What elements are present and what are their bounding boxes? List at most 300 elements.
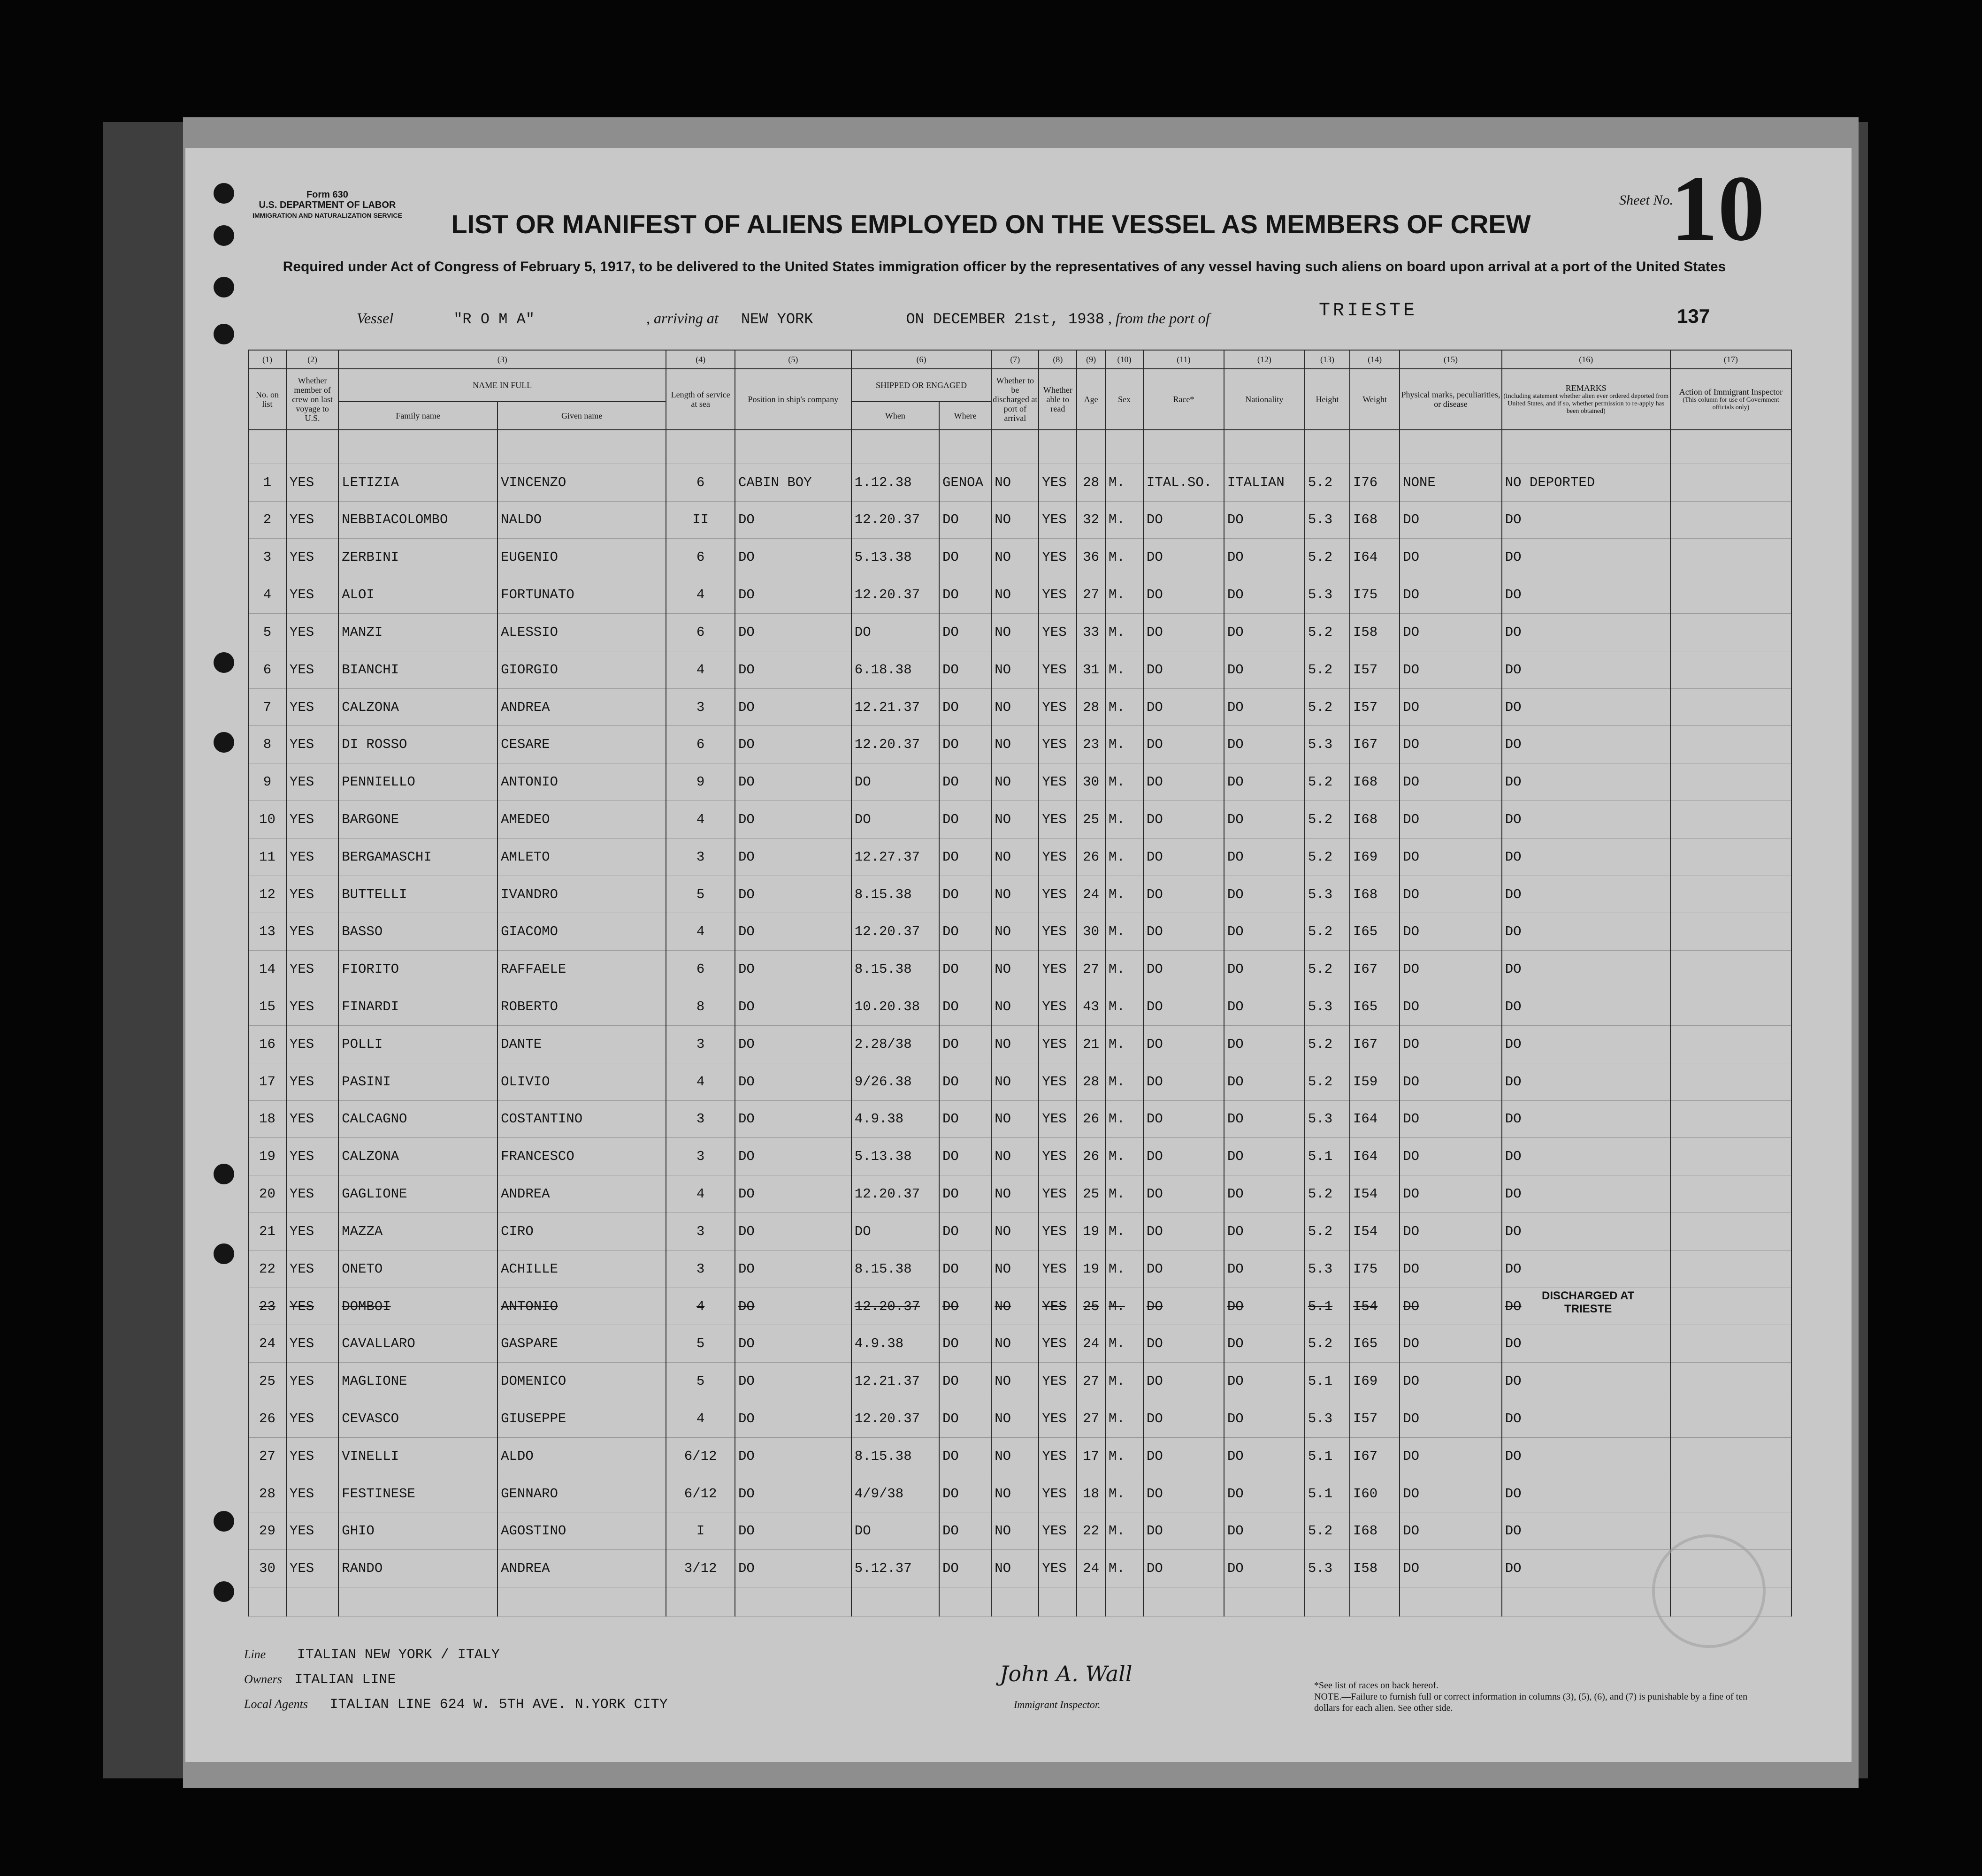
cell-when: DO	[851, 613, 939, 651]
cell-read: YES	[1039, 651, 1077, 688]
cell-position: DO	[735, 688, 851, 726]
cell-action	[1670, 1100, 1791, 1138]
cell-nationality: DO	[1224, 1512, 1305, 1550]
cell-no: 26	[248, 1400, 286, 1438]
cell-marks: DO	[1400, 1437, 1502, 1475]
cell-family-name: MAGLIONE	[338, 1363, 497, 1400]
cell-when: 2.28/38	[851, 1025, 939, 1063]
cell-age: 31	[1077, 651, 1105, 688]
table-row	[248, 651, 1791, 688]
cell-sex: M.	[1105, 1550, 1143, 1587]
table-header	[248, 350, 1791, 430]
cell-weight: I75	[1350, 576, 1400, 614]
cell-when: 6.18.38	[851, 651, 939, 688]
cell-crew: YES	[286, 1288, 338, 1325]
cell-height: 5.2	[1305, 1063, 1350, 1100]
cell-position: DO	[735, 1363, 851, 1400]
col-num: (11)	[1143, 350, 1224, 369]
cell-marks: DO	[1400, 913, 1502, 951]
cell-age: 22	[1077, 1512, 1105, 1550]
cell-where: DO	[939, 651, 991, 688]
owners-field	[244, 1667, 668, 1692]
col-num: (2)	[286, 350, 338, 369]
cell-sex: M.	[1105, 763, 1143, 801]
sheet-number-label: Sheet No.	[1619, 192, 1673, 208]
cell-given-name: ANTONIO	[497, 763, 666, 801]
cell-height: 5.3	[1305, 1250, 1350, 1288]
cell-given-name: OLIVIO	[497, 1063, 666, 1100]
cell-discharged: NO	[991, 1550, 1039, 1587]
cell-read: YES	[1039, 951, 1077, 988]
cell-family-name: RANDO	[338, 1550, 497, 1587]
document-title: LIST OR MANIFEST OF ALIENS EMPLOYED ON THE VESSEL AS MEMBERS OF CREW	[451, 209, 1531, 239]
cell-remarks: DO	[1502, 1175, 1670, 1213]
arrival-port: NEW YORK	[741, 311, 813, 328]
table-row	[248, 988, 1791, 1026]
cell-position: DO	[735, 1213, 851, 1250]
col-num: (8)	[1039, 350, 1077, 369]
cell-read: YES	[1039, 876, 1077, 913]
cell-where: DO	[939, 876, 991, 913]
cell-marks: NONE	[1400, 464, 1502, 501]
col-num: (15)	[1400, 350, 1502, 369]
cell-nationality: DO	[1224, 988, 1305, 1026]
cell-action	[1670, 1025, 1791, 1063]
cell-position: DO	[735, 1288, 851, 1325]
cell-race: DO	[1143, 951, 1224, 988]
cell-sex: M.	[1105, 1025, 1143, 1063]
cell-height: 5.2	[1305, 1512, 1350, 1550]
cell-remarks: DO	[1502, 1512, 1670, 1550]
cell-family-name: PASINI	[338, 1063, 497, 1100]
cell-nationality: DO	[1224, 1250, 1305, 1288]
table-row	[248, 1400, 1791, 1438]
cell-where: DO	[939, 1100, 991, 1138]
cell-marks: DO	[1400, 876, 1502, 913]
cell-race: DO	[1143, 1063, 1224, 1100]
cell-read: YES	[1039, 1437, 1077, 1475]
table-row	[248, 1025, 1791, 1063]
cell-action	[1670, 1213, 1791, 1250]
cell-crew: YES	[286, 1325, 338, 1363]
cell-crew: YES	[286, 876, 338, 913]
cell-weight: I54	[1350, 1175, 1400, 1213]
table-row	[248, 1325, 1791, 1363]
cell-race: DO	[1143, 688, 1224, 726]
cell-remarks: DO	[1502, 1250, 1670, 1288]
remarks-title: REMARKS	[1565, 383, 1607, 393]
cell-remarks: DO	[1502, 951, 1670, 988]
cell-discharged: NO	[991, 1250, 1039, 1288]
cell-discharged: NO	[991, 688, 1039, 726]
cell-height: 5.2	[1305, 1025, 1350, 1063]
cell-action	[1670, 651, 1791, 688]
cell-given-name: GIORGIO	[497, 651, 666, 688]
agents-field	[244, 1692, 668, 1717]
cell-action	[1670, 501, 1791, 539]
cell-action	[1670, 1475, 1791, 1512]
cell-height: 5.2	[1305, 1325, 1350, 1363]
cell-discharged: NO	[991, 576, 1039, 614]
binder-hole	[214, 652, 234, 673]
cell-age: 30	[1077, 913, 1105, 951]
cell-height: 5.2	[1305, 763, 1350, 801]
cell-weight: I65	[1350, 1325, 1400, 1363]
cell-race: DO	[1143, 726, 1224, 763]
cell-nationality: DO	[1224, 1475, 1305, 1512]
cell-service: 4	[666, 1175, 735, 1213]
table-row	[248, 1138, 1791, 1175]
cell-age: 43	[1077, 988, 1105, 1026]
spacer-row	[248, 1587, 1791, 1617]
cell-sex: M.	[1105, 988, 1143, 1026]
cell-sex: M.	[1105, 801, 1143, 839]
cell-where: DO	[939, 838, 991, 876]
departure-port: TRIESTE	[1319, 300, 1418, 321]
cell-action	[1670, 726, 1791, 763]
header-when: When	[851, 402, 939, 430]
cell-no: 15	[248, 988, 286, 1026]
cell-discharged: NO	[991, 1325, 1039, 1363]
cell-position: DO	[735, 1063, 851, 1100]
cell-where: DO	[939, 1512, 991, 1550]
cell-when: DO	[851, 1213, 939, 1250]
cell-age: 25	[1077, 801, 1105, 839]
cell-weight: I57	[1350, 651, 1400, 688]
cell-nationality: DO	[1224, 501, 1305, 539]
cell-no: 12	[248, 876, 286, 913]
cell-marks: DO	[1400, 988, 1502, 1026]
cell-given-name: FRANCESCO	[497, 1138, 666, 1175]
cell-race: DO	[1143, 763, 1224, 801]
cell-age: 19	[1077, 1213, 1105, 1250]
cell-sex: M.	[1105, 1175, 1143, 1213]
cell-position: DO	[735, 501, 851, 539]
col-num: (5)	[735, 350, 851, 369]
agents-value: ITALIAN LINE 624 W. 5TH AVE. N.YORK CITY	[329, 1697, 668, 1713]
vessel-label: Vessel	[357, 310, 394, 327]
cell-remarks: DO	[1502, 539, 1670, 576]
cell-remarks: DO	[1502, 1100, 1670, 1138]
header-shipped-engaged: SHIPPED OR ENGAGED	[851, 369, 991, 402]
cell-service: 5	[666, 876, 735, 913]
line-field	[244, 1642, 668, 1667]
cell-height: 5.2	[1305, 838, 1350, 876]
cell-given-name: AMEDEO	[497, 801, 666, 839]
cell-weight: I60	[1350, 1475, 1400, 1512]
cell-family-name: CALZONA	[338, 688, 497, 726]
cell-nationality: DO	[1224, 1400, 1305, 1438]
cell-remarks: DO	[1502, 1363, 1670, 1400]
col-num: (14)	[1350, 350, 1400, 369]
service-name: IMMIGRATION AND NATURALIZATION SERVICE	[253, 212, 402, 219]
cell-marks: DO	[1400, 726, 1502, 763]
cell-read: YES	[1039, 726, 1077, 763]
cell-where: DO	[939, 1363, 991, 1400]
cell-nationality: DO	[1224, 1550, 1305, 1587]
cell-crew: YES	[286, 838, 338, 876]
page-number: 137	[1677, 305, 1710, 327]
cell-nationality: DO	[1224, 651, 1305, 688]
cell-marks: DO	[1400, 539, 1502, 576]
cell-position: DO	[735, 913, 851, 951]
cell-height: 5.3	[1305, 1100, 1350, 1138]
cell-age: 26	[1077, 1100, 1105, 1138]
cell-weight: I67	[1350, 726, 1400, 763]
header-where: Where	[939, 402, 991, 430]
cell-action	[1670, 688, 1791, 726]
cell-service: II	[666, 501, 735, 539]
cell-where: DO	[939, 1550, 991, 1587]
cell-race: DO	[1143, 1437, 1224, 1475]
cell-no: 29	[248, 1512, 286, 1550]
cell-race: DO	[1143, 501, 1224, 539]
cell-read: YES	[1039, 988, 1077, 1026]
cell-marks: DO	[1400, 1063, 1502, 1100]
table-row	[248, 576, 1791, 614]
table-row	[248, 838, 1791, 876]
cell-race: DO	[1143, 1475, 1224, 1512]
cell-no: 21	[248, 1213, 286, 1250]
owners-value: ITALIAN LINE	[294, 1672, 396, 1688]
cell-service: 4	[666, 1288, 735, 1325]
cell-height: 5.3	[1305, 1400, 1350, 1438]
cell-given-name: ACHILLE	[497, 1250, 666, 1288]
cell-age: 19	[1077, 1250, 1105, 1288]
department-name: U.S. DEPARTMENT OF LABOR	[259, 200, 396, 210]
cell-weight: I76	[1350, 464, 1400, 501]
sheet-number: 10	[1671, 157, 1765, 260]
cell-sex: M.	[1105, 1138, 1143, 1175]
cell-marks: DO	[1400, 1363, 1502, 1400]
cell-action	[1670, 464, 1791, 501]
cell-where: DO	[939, 1250, 991, 1288]
header-nationality: Nationality	[1224, 369, 1305, 430]
cell-position: DO	[735, 1475, 851, 1512]
cell-read: YES	[1039, 913, 1077, 951]
cell-action	[1670, 763, 1791, 801]
cell-service: 5	[666, 1363, 735, 1400]
cell-height: 5.3	[1305, 501, 1350, 539]
cell-race: DO	[1143, 1288, 1224, 1325]
cell-sex: M.	[1105, 1363, 1143, 1400]
cell-no: 16	[248, 1025, 286, 1063]
cell-race: DO	[1143, 1213, 1224, 1250]
cell-position: DO	[735, 726, 851, 763]
cell-read: YES	[1039, 1025, 1077, 1063]
cell-race: DO	[1143, 1175, 1224, 1213]
cell-family-name: NEBBIACOLOMBO	[338, 501, 497, 539]
cell-read: YES	[1039, 763, 1077, 801]
cell-read: YES	[1039, 501, 1077, 539]
cell-sex: M.	[1105, 539, 1143, 576]
cell-family-name: ALOI	[338, 576, 497, 614]
cell-age: 28	[1077, 1063, 1105, 1100]
cell-age: 26	[1077, 838, 1105, 876]
cell-read: YES	[1039, 1138, 1077, 1175]
cell-family-name: GHIO	[338, 1512, 497, 1550]
cell-service: 4	[666, 913, 735, 951]
cell-crew: YES	[286, 1475, 338, 1512]
cell-height: 5.2	[1305, 951, 1350, 988]
cell-where: GENOA	[939, 464, 991, 501]
cell-given-name: RAFFAELE	[497, 951, 666, 988]
cell-given-name: ALDO	[497, 1437, 666, 1475]
cell-crew: YES	[286, 464, 338, 501]
cell-family-name: BUTTELLI	[338, 876, 497, 913]
cell-where: DO	[939, 501, 991, 539]
header-length-service: Length of service at sea	[666, 369, 735, 430]
col-num: (17)	[1670, 350, 1791, 369]
cell-given-name: EUGENIO	[497, 539, 666, 576]
header-given-name: Given name	[497, 402, 666, 430]
cell-family-name: POLLI	[338, 1025, 497, 1063]
arriving-label: , arriving at	[646, 310, 719, 327]
cell-action	[1670, 913, 1791, 951]
discharged-line1: DISCHARGED AT	[1542, 1289, 1635, 1302]
cell-service: 3	[666, 1138, 735, 1175]
line-value: ITALIAN NEW YORK / ITALY	[297, 1647, 500, 1663]
cell-position: DO	[735, 763, 851, 801]
cell-nationality: DO	[1224, 838, 1305, 876]
cell-discharged: NO	[991, 988, 1039, 1026]
cell-action	[1670, 539, 1791, 576]
cell-position: DO	[735, 876, 851, 913]
cell-crew: YES	[286, 988, 338, 1026]
cell-weight: I54	[1350, 1213, 1400, 1250]
cell-marks: DO	[1400, 1250, 1502, 1288]
cell-height: 5.2	[1305, 913, 1350, 951]
col-num: (1)	[248, 350, 286, 369]
cell-crew: YES	[286, 1063, 338, 1100]
cell-service: 3	[666, 688, 735, 726]
cell-age: 24	[1077, 1550, 1105, 1587]
cell-family-name: VINELLI	[338, 1437, 497, 1475]
cell-when: 12.21.37	[851, 1363, 939, 1400]
cell-read: YES	[1039, 1100, 1077, 1138]
cell-action	[1670, 876, 1791, 913]
cell-when: 8.15.38	[851, 876, 939, 913]
cell-remarks: DO	[1502, 763, 1670, 801]
cell-read: YES	[1039, 1475, 1077, 1512]
cell-remarks: DO	[1502, 1025, 1670, 1063]
document-subtitle: Required under Act of Congress of February 5, 1917, to be delivered to the United States immigration officer by the representatives of any vessel having such aliens on board upon arrival at a port of the United States	[283, 259, 1726, 275]
cell-sex: M.	[1105, 1437, 1143, 1475]
cell-nationality: DO	[1224, 1288, 1305, 1325]
cell-nationality: DO	[1224, 1025, 1305, 1063]
cell-marks: DO	[1400, 1138, 1502, 1175]
table-row	[248, 464, 1791, 501]
cell-marks: DO	[1400, 951, 1502, 988]
cell-race: DO	[1143, 1550, 1224, 1587]
cell-weight: I57	[1350, 1400, 1400, 1438]
cell-remarks: DO	[1502, 651, 1670, 688]
cell-race: DO	[1143, 539, 1224, 576]
cell-race: DO	[1143, 1400, 1224, 1438]
cell-height: 5.3	[1305, 726, 1350, 763]
cell-when: 12.20.37	[851, 501, 939, 539]
cell-age: 33	[1077, 613, 1105, 651]
cell-race: DO	[1143, 1025, 1224, 1063]
cell-position: DO	[735, 951, 851, 988]
table-row	[248, 1475, 1791, 1512]
cell-no: 10	[248, 801, 286, 839]
cell-sex: M.	[1105, 613, 1143, 651]
cell-race: DO	[1143, 876, 1224, 913]
cell-race: DO	[1143, 1100, 1224, 1138]
cell-height: 5.2	[1305, 613, 1350, 651]
cell-service: 6	[666, 464, 735, 501]
cell-crew: YES	[286, 501, 338, 539]
cell-age: 27	[1077, 951, 1105, 988]
cell-action	[1670, 1250, 1791, 1288]
cell-discharged: NO	[991, 763, 1039, 801]
cell-no: 22	[248, 1250, 286, 1288]
cell-remarks: DO	[1502, 913, 1670, 951]
cell-given-name: COSTANTINO	[497, 1100, 666, 1138]
cell-family-name: ONETO	[338, 1250, 497, 1288]
cell-no: 25	[248, 1363, 286, 1400]
footnote	[1314, 1680, 1765, 1714]
cell-marks: DO	[1400, 1288, 1502, 1325]
cell-weight: I67	[1350, 1437, 1400, 1475]
footnote-penalty: NOTE.—Failure to furnish full or correct information in columns (3), (5), (6), and (7) is punishable by a fine of ten dollars for each alien. See other side.	[1314, 1692, 1748, 1713]
cell-discharged: NO	[991, 1512, 1039, 1550]
cell-read: YES	[1039, 1288, 1077, 1325]
cell-action	[1670, 1175, 1791, 1213]
cell-discharged: NO	[991, 838, 1039, 876]
cell-read: YES	[1039, 539, 1077, 576]
cell-height: 5.2	[1305, 651, 1350, 688]
cell-service: 3/12	[666, 1550, 735, 1587]
cell-family-name: GAGLIONE	[338, 1175, 497, 1213]
cell-nationality: DO	[1224, 1063, 1305, 1100]
cell-discharged: NO	[991, 1100, 1039, 1138]
cell-weight: I54	[1350, 1288, 1400, 1325]
cell-given-name: FORTUNATO	[497, 576, 666, 614]
inspector-label: Immigrant Inspector.	[1014, 1699, 1101, 1710]
cell-weight: I75	[1350, 1250, 1400, 1288]
cell-sex: M.	[1105, 651, 1143, 688]
cell-race: DO	[1143, 651, 1224, 688]
cell-service: 6	[666, 726, 735, 763]
footnote-races: *See list of races on back hereof.	[1314, 1680, 1439, 1691]
cell-service: 4	[666, 651, 735, 688]
col-num: (7)	[991, 350, 1039, 369]
cell-given-name: ANDREA	[497, 688, 666, 726]
cell-crew: YES	[286, 1363, 338, 1400]
cell-race: DO	[1143, 576, 1224, 614]
cell-no: 7	[248, 688, 286, 726]
cell-action	[1670, 801, 1791, 839]
cell-no: 6	[248, 651, 286, 688]
cell-remarks: DO	[1502, 1213, 1670, 1250]
cell-marks: DO	[1400, 1400, 1502, 1438]
table-row	[248, 1213, 1791, 1250]
cell-action	[1670, 613, 1791, 651]
cell-marks: DO	[1400, 1475, 1502, 1512]
cell-race: DO	[1143, 1363, 1224, 1400]
cell-nationality: ITALIAN	[1224, 464, 1305, 501]
cell-given-name: DOMENICO	[497, 1363, 666, 1400]
cell-no: 3	[248, 539, 286, 576]
cell-height: 5.3	[1305, 988, 1350, 1026]
cell-service: 6/12	[666, 1475, 735, 1512]
col-num: (13)	[1305, 350, 1350, 369]
cell-no: 14	[248, 951, 286, 988]
cell-read: YES	[1039, 464, 1077, 501]
cell-given-name: GENNARO	[497, 1475, 666, 1512]
